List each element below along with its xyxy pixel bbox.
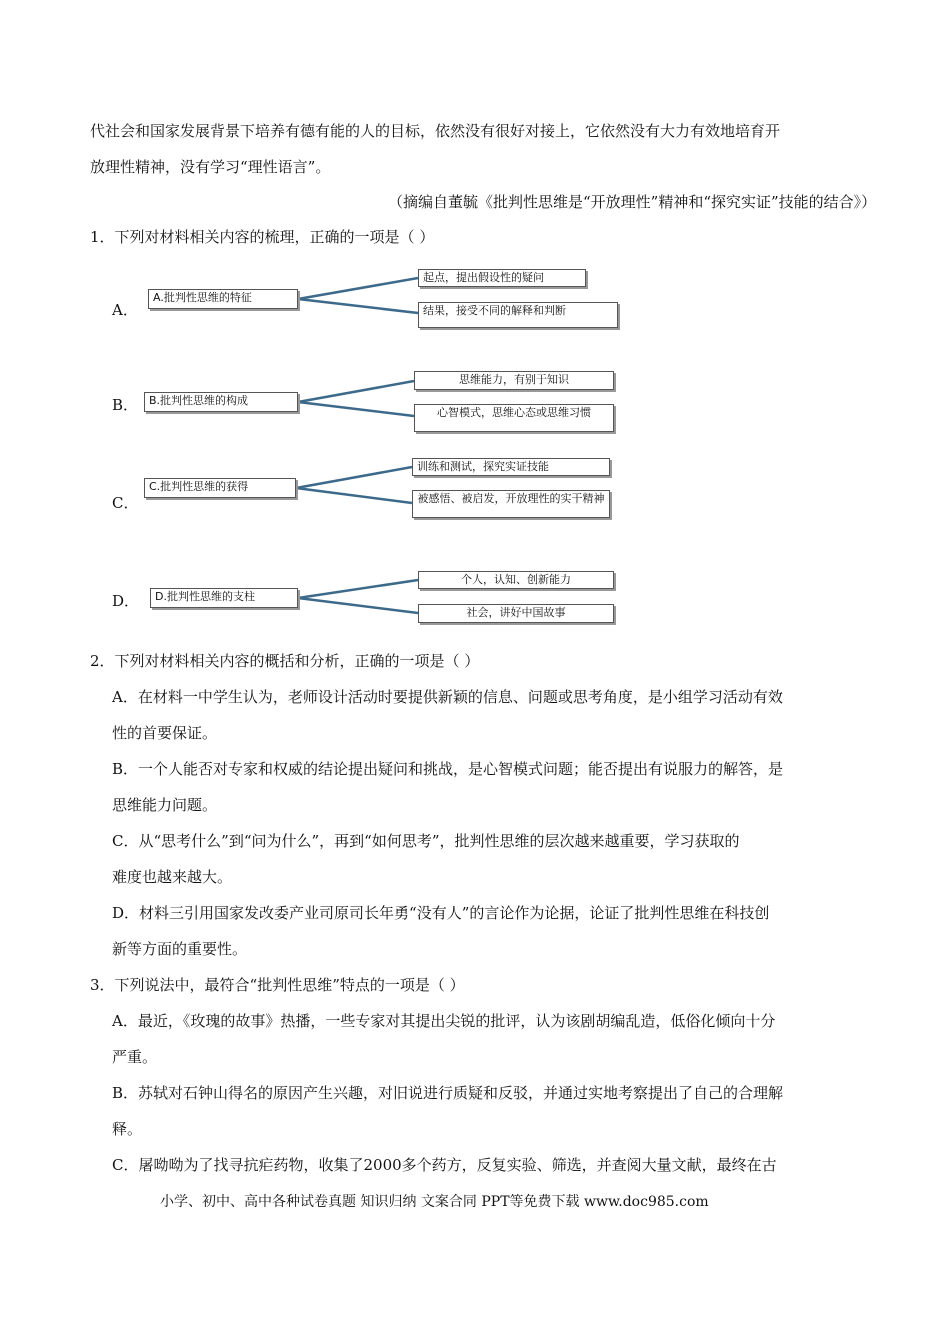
q3-stem: 3．下列说法中，最符合“批判性思维”特点的一项是（ ） xyxy=(90,976,465,994)
q2-option-a-line-1: A．在材料一中学生认为，老师设计活动时要提供新颖的信息、问题或思考角度，是小组学习活动有效 xyxy=(112,688,783,706)
q3-option-a-line-1: A．最近，《玫瑰的故事》热播，一些专家对其提出尖锐的批评，认为该剧胡编乱造，低俗化倾向十分 xyxy=(112,1012,776,1030)
intro-line-2: 放理性精神，没有学习“理性语言”。 xyxy=(90,158,331,176)
q2-option-b-line-2: 思维能力问题。 xyxy=(112,796,218,814)
q2-stem: 2．下列对材料相关内容的概括和分析，正确的一项是（ ） xyxy=(90,652,480,670)
q3-option-a-line-2: 严重。 xyxy=(112,1048,158,1066)
q1-option-c-diagram xyxy=(112,457,632,527)
q2-option-d-line-2: 新等方面的重要性。 xyxy=(112,940,248,958)
q3-option-c-line-1: C．屠呦呦为了找寻抗疟药物，收集了2000多个药方，反复实验、筛选，并查阅大量文献，最终在古 xyxy=(112,1156,777,1174)
q3-option-b-line-1: B．苏轼对石钟山得名的原因产生兴趣，对旧说进行质疑和反驳，并通过实地考察提出了自己的合理解 xyxy=(112,1084,784,1102)
intro-source: （摘编自董毓《批判性思维是“开放理性”精神和“探究实证”技能的结合》） xyxy=(388,193,877,211)
q1-option-a-branch-2: 结果，接受不同的解释和判断 xyxy=(418,302,618,328)
q1-option-d-letter: D． xyxy=(112,592,140,610)
q1-stem: 1．下列对材料相关内容的梳理，正确的一项是（ ） xyxy=(90,228,435,246)
q2-option-c-line-2: 难度也越来越大。 xyxy=(112,868,233,886)
q1-option-c-branch-2: 被感悟、被启发，开放理性的实干精神 xyxy=(412,490,610,518)
q1-option-d-diagram xyxy=(112,569,632,639)
q1-option-c-main-box: C.批判性思维的获得 xyxy=(144,478,296,498)
q2-option-d-line-1: D．材料三引用国家发改委产业司原司长年勇“没有人”的言论作为论据，论证了批判性思维在科技创 xyxy=(112,904,770,922)
q1-option-b-letter: B． xyxy=(112,396,139,414)
q1-option-c-letter: C． xyxy=(112,494,139,512)
q1-option-b-main-box: B.批判性思维的构成 xyxy=(144,392,298,412)
page-footer: 小学、初中、高中各种试卷真题 知识归纳 文案合同 PPT等免费下载 www.doc985.com xyxy=(160,1194,709,1210)
intro-line-1: 代社会和国家发展背景下培养有德有能的人的目标，依然没有很好对接上，它依然没有大力有效地培育开 xyxy=(90,122,781,140)
q2-option-c-line-1: C．从“思考什么”到“问为什么”，再到“如何思考”，批判性思维的层次越来越重要，学习获取的 xyxy=(112,832,740,850)
q2-option-b-line-1: B．一个人能否对专家和权威的结论提出疑问和挑战，是心智模式问题；能否提出有说服力的解答，是 xyxy=(112,760,784,778)
q1-option-b-branch-2: 心智模式，思维心态或思维习惯 xyxy=(414,404,614,432)
q1-option-a-main-box: A.批判性思维的特征 xyxy=(148,289,298,309)
q1-option-b-branch-1: 思维能力，有别于知识 xyxy=(414,371,614,390)
q1-option-d-main-box: D.批判性思维的支柱 xyxy=(150,588,298,608)
q1-option-d-branch-2: 社会，讲好中国故事 xyxy=(418,604,614,623)
q1-option-a-branch-1: 起点，提出假设性的疑问 xyxy=(418,269,586,287)
q2-option-a-line-2: 性的首要保证。 xyxy=(112,724,218,742)
q1-option-d-branch-1: 个人，认知、创新能力 xyxy=(418,571,614,589)
q1-option-a-letter: A． xyxy=(112,301,138,319)
q1-option-a-diagram xyxy=(112,268,632,338)
q3-option-b-line-2: 释。 xyxy=(112,1120,143,1138)
q1-option-b-diagram xyxy=(112,370,632,440)
q1-option-c-branch-1: 训练和测试，探究实证技能 xyxy=(412,458,610,476)
